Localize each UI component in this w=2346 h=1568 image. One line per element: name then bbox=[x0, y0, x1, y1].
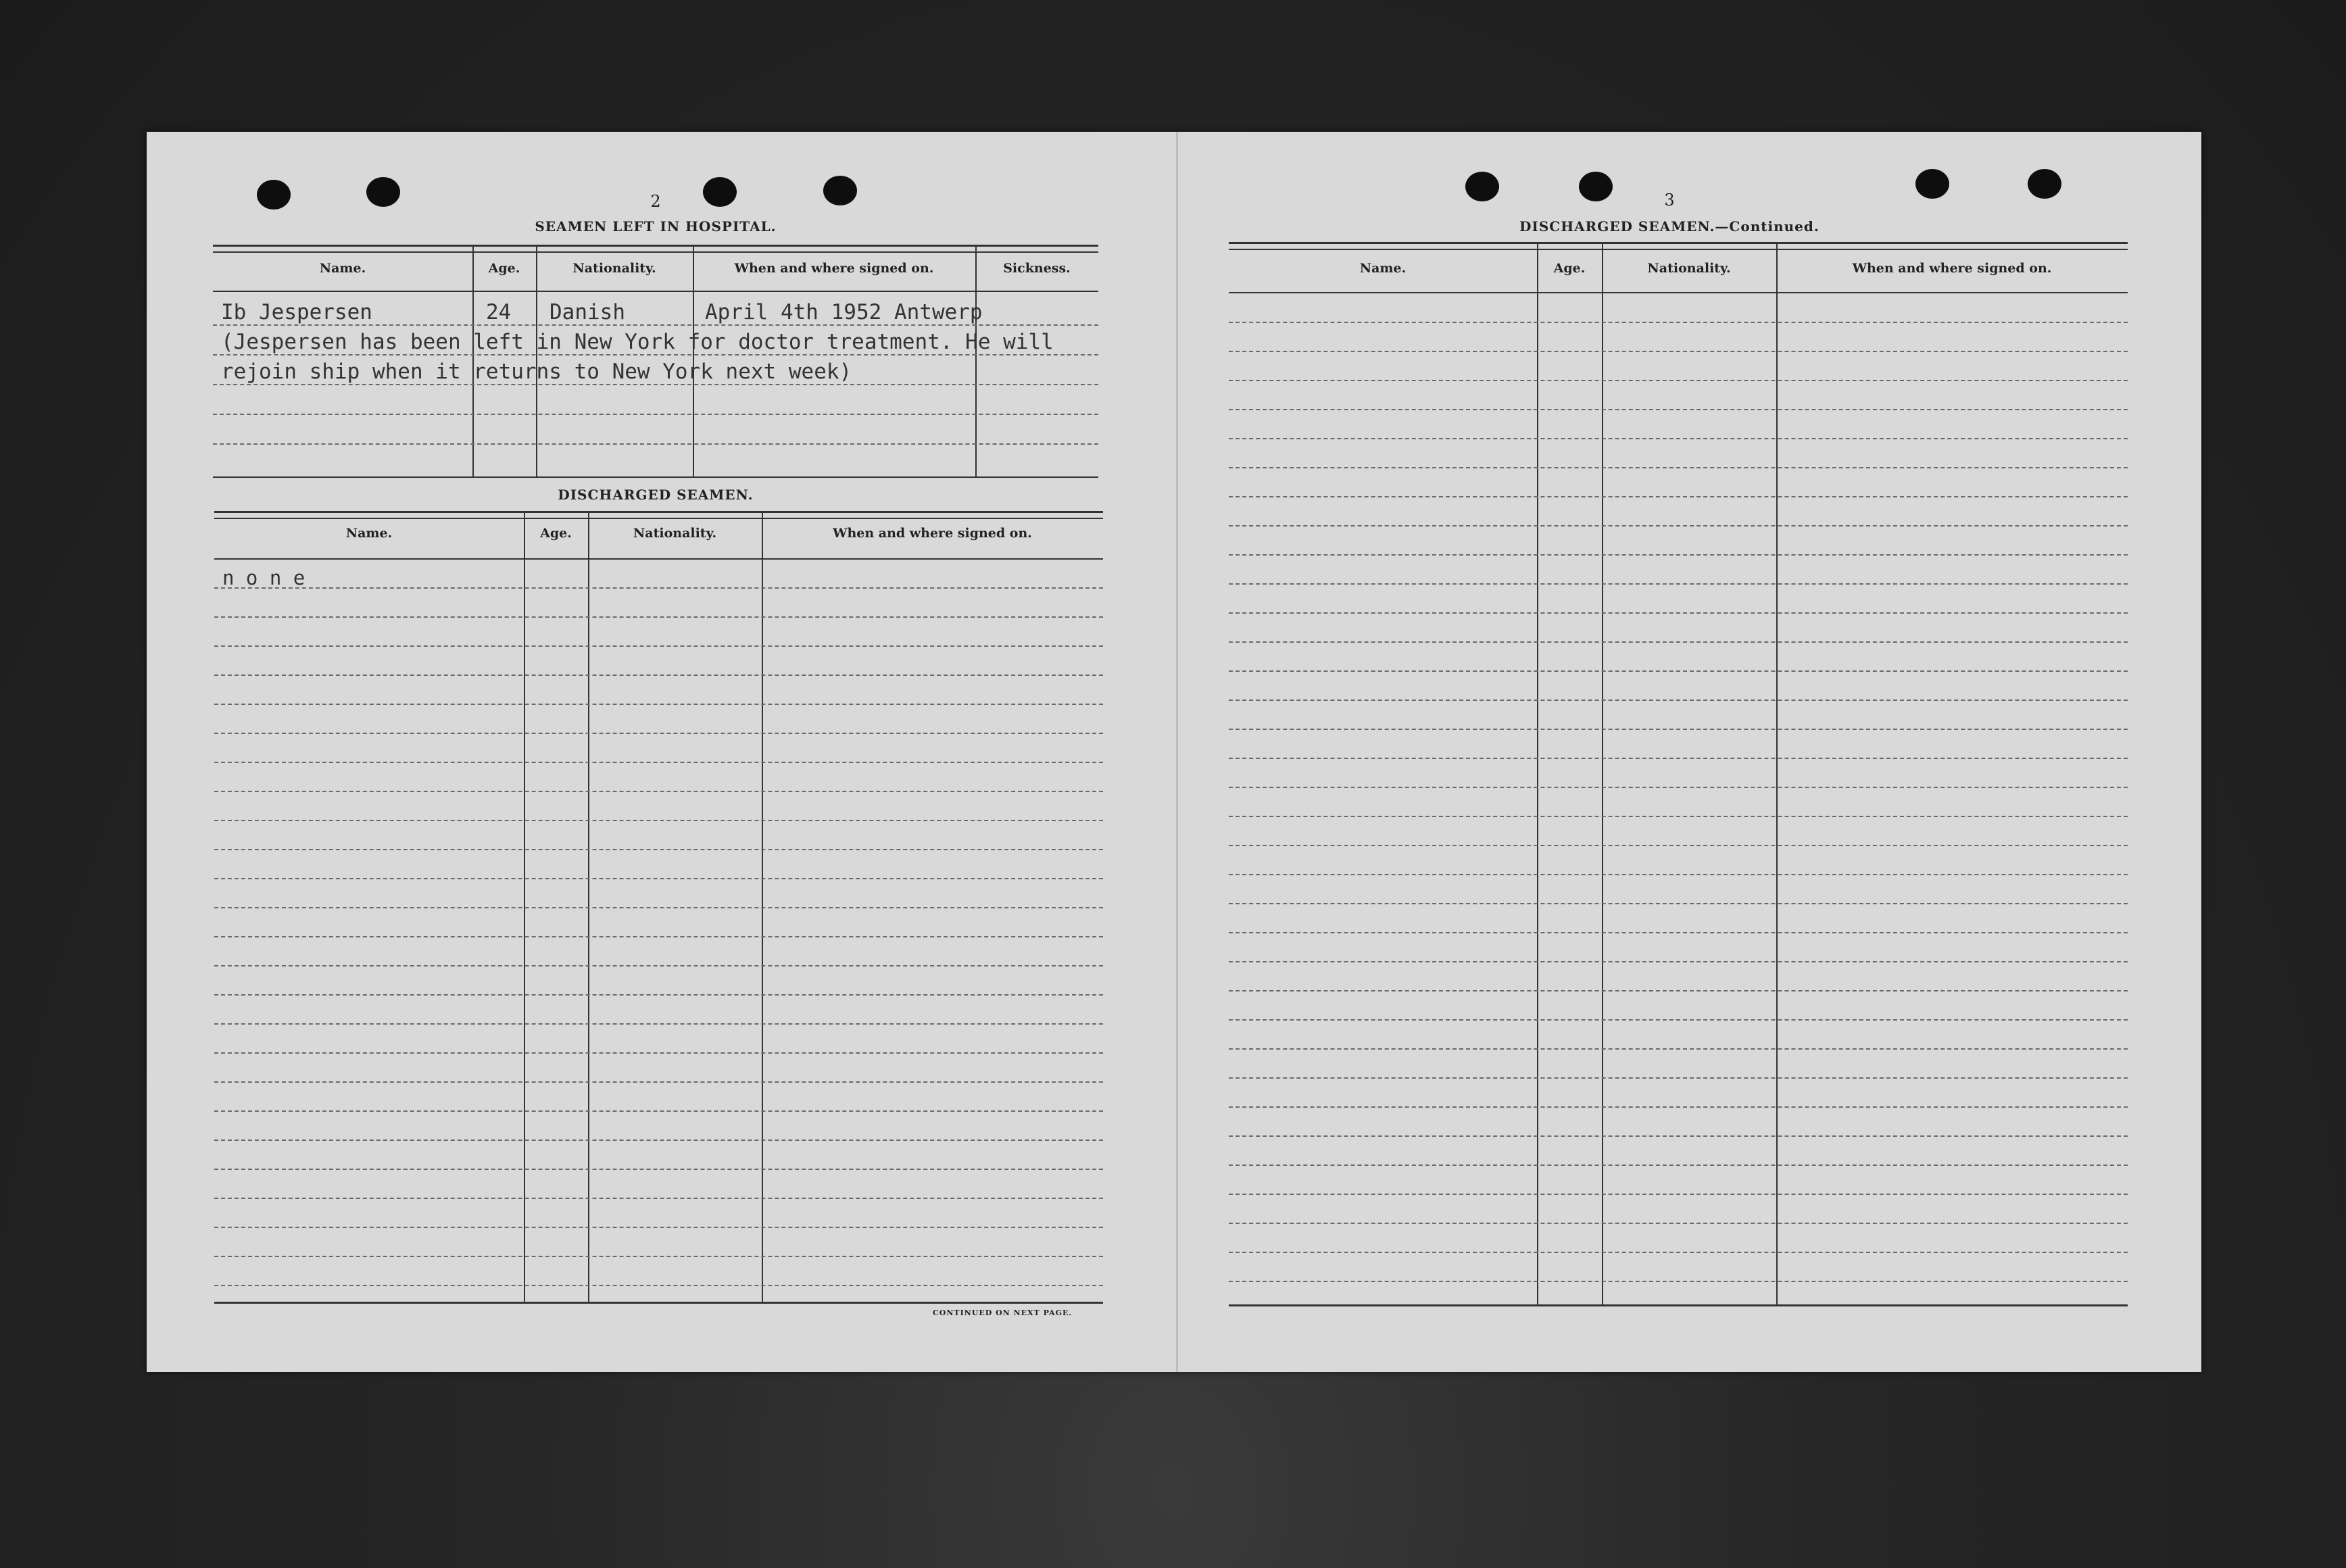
col-header-sickness: Sickness. bbox=[1003, 261, 1071, 276]
col-header-signed-on: When and where signed on. bbox=[734, 261, 934, 276]
col-header-name: Name. bbox=[1359, 261, 1407, 276]
hospital-table bbox=[213, 245, 1098, 481]
col-header-nationality: Nationality. bbox=[572, 261, 656, 276]
hospital-remark-line-2: rejoin ship when it returns to New York next week) bbox=[221, 360, 852, 384]
discharged-table-left bbox=[214, 511, 1103, 1308]
binder-hole bbox=[1915, 169, 1949, 199]
hospital-section-title: SEAMEN LEFT IN HOSPITAL. bbox=[535, 218, 777, 235]
hospital-entry-signed-on: April 4th 1952 Antwerp bbox=[705, 300, 983, 324]
col-header-age: Age. bbox=[488, 261, 520, 276]
hospital-entry-age: 24 bbox=[486, 300, 512, 324]
col-header-nationality: Nationality. bbox=[633, 526, 717, 541]
binder-hole bbox=[1579, 172, 1613, 201]
continued-footer: CONTINUED ON NEXT PAGE. bbox=[933, 1308, 1073, 1317]
binder-hole bbox=[703, 177, 737, 207]
col-header-nationality: Nationality. bbox=[1647, 261, 1731, 276]
page-number-right: 3 bbox=[1664, 191, 1675, 210]
binder-hole bbox=[1465, 172, 1499, 201]
discharged-section-title: DISCHARGED SEAMEN. bbox=[558, 487, 754, 503]
page-fold bbox=[1176, 132, 1178, 1372]
binder-hole bbox=[366, 177, 400, 207]
col-header-signed-on: When and where signed on. bbox=[833, 526, 1032, 541]
discharged-entry-none: n o n e bbox=[222, 566, 306, 589]
discharged-continued-title: DISCHARGED SEAMEN.—Continued. bbox=[1519, 218, 1819, 235]
binder-hole bbox=[823, 176, 857, 205]
col-header-age: Age. bbox=[1553, 261, 1586, 276]
page-number-left: 2 bbox=[650, 192, 661, 211]
col-header-name: Name. bbox=[345, 526, 393, 541]
discharged-table-right bbox=[1229, 242, 2128, 1310]
col-header-name: Name. bbox=[319, 261, 366, 276]
hospital-remark-line-1: (Jespersen has been left in New York for doctor treatment. He will bbox=[221, 330, 1054, 354]
hospital-entry-name: Ib Jespersen bbox=[221, 300, 372, 324]
hospital-entry-nationality: Danish bbox=[549, 300, 625, 324]
binder-hole bbox=[257, 180, 291, 210]
col-header-signed-on: When and where signed on. bbox=[1852, 261, 2052, 276]
binder-hole bbox=[2028, 169, 2061, 199]
col-header-age: Age. bbox=[540, 526, 572, 541]
